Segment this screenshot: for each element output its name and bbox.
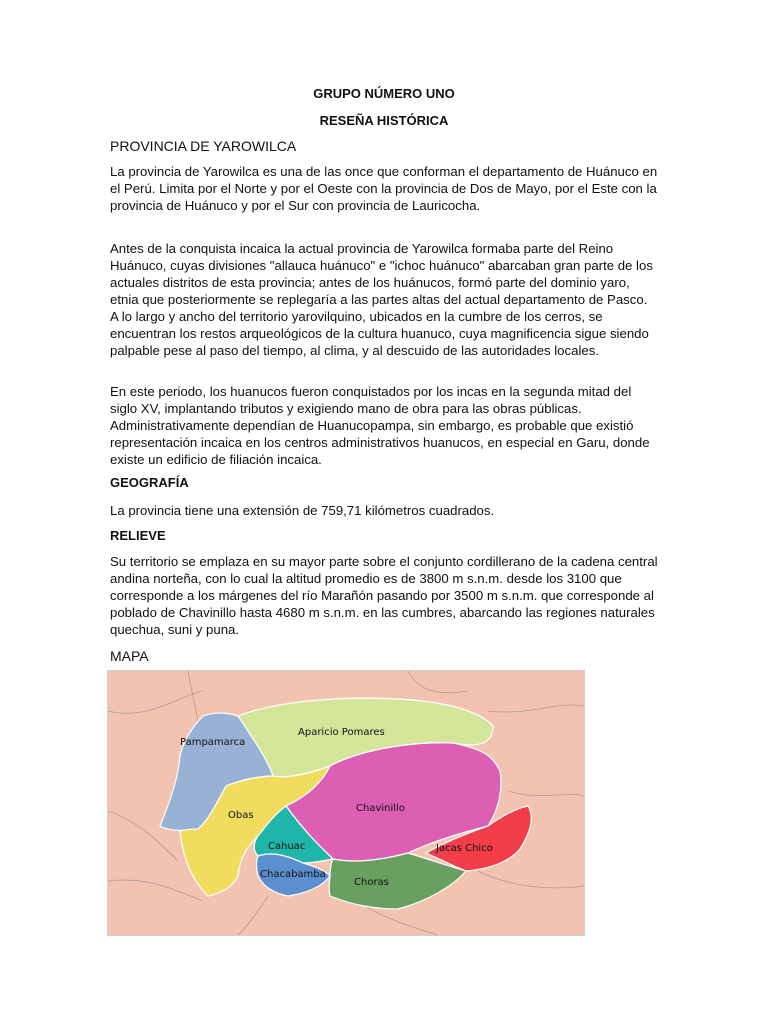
document-title: GRUPO NÚMERO UNO	[313, 86, 455, 101]
label-pampamarca: Pampamarca	[180, 737, 246, 748]
label-chavinillo: Chavinillo	[356, 803, 405, 814]
label-jacas-chico: Jacas Chico	[436, 843, 493, 854]
district-map-svg	[108, 671, 584, 935]
section-heading-geografia: GEOGRAFÍA	[110, 475, 189, 490]
section-heading-mapa: MAPA	[110, 648, 149, 664]
document-subtitle: RESEÑA HISTÓRICA	[319, 113, 449, 128]
label-obas: Obas	[228, 810, 254, 821]
label-choras: Choras	[354, 877, 389, 888]
paragraph-intro: La provincia de Yarowilca es una de las once que conforman el departamento de Huánuco en el Perú. Limita por el Norte y por el Oeste con la provincia de Dos de Mayo, por el Este con la provincia de Huánuco y por el Sur con provincia de Lauricocha.	[110, 164, 658, 213]
district-map	[107, 670, 585, 936]
section-heading-provincia: PROVINCIA DE YAROWILCA	[110, 138, 297, 154]
label-chacabamba: Chacabamba	[260, 869, 326, 880]
paragraph-relieve: Su territorio se emplaza en su mayor parte sobre el conjunto cordillerano de la cadena central andina norteña, con lo cual la altitud promedio es de 3800 m s.n.m. desde los 3100 que corresponde a los márgenes del río Marañón pasando por 3500 m s.n.m. que corresponde al poblado de Chavinillo hasta 4680 m s.n.m. en las cumbres, abarcando las regiones naturales quechua, suni y puna.	[110, 554, 658, 637]
paragraph-history: Antes de la conquista incaica la actual provincia de Yarowilca formaba parte del Reino Huánuco, cuyas divisiones "allauca huánuco" e "ichoc huánuco" abarcaban gran parte de los actuales distritos de esta provincia; antes de los huánucos, formó parte del dominio yaro, etnia que posteriormente se replegaría a las partes altas del actual departamento de Pasco. A lo largo y ancho del territorio yarovilquino, ubicados en la cumbre de los cerros, se encuentran los restos arqueológicos de la cultura huanuco, cuya magnificencia sigue siendo palpable pese al paso del tiempo, al clima, y al descuido de las autoridades locales.	[110, 241, 653, 358]
label-cahuac: Cahuac	[268, 841, 306, 852]
paragraph-geografia: La provincia tiene una extensión de 759,71 kilómetros cuadrados.	[110, 503, 495, 518]
label-aparicio-pomares: Aparicio Pomares	[298, 727, 385, 738]
paragraph-inca-period: En este periodo, los huanucos fueron conquistados por los incas en la segunda mitad del siglo XV, implantando tributos y exigiendo mano de obra para las obras públicas. Administrativamente dependían de Huanucopampa, sin embargo, es probable que existió representación incaica en los centros administrativos huanucos, en especial en Garu, donde existe un edificio de filiación incaica.	[110, 384, 650, 467]
section-heading-relieve: RELIEVE	[110, 528, 166, 543]
